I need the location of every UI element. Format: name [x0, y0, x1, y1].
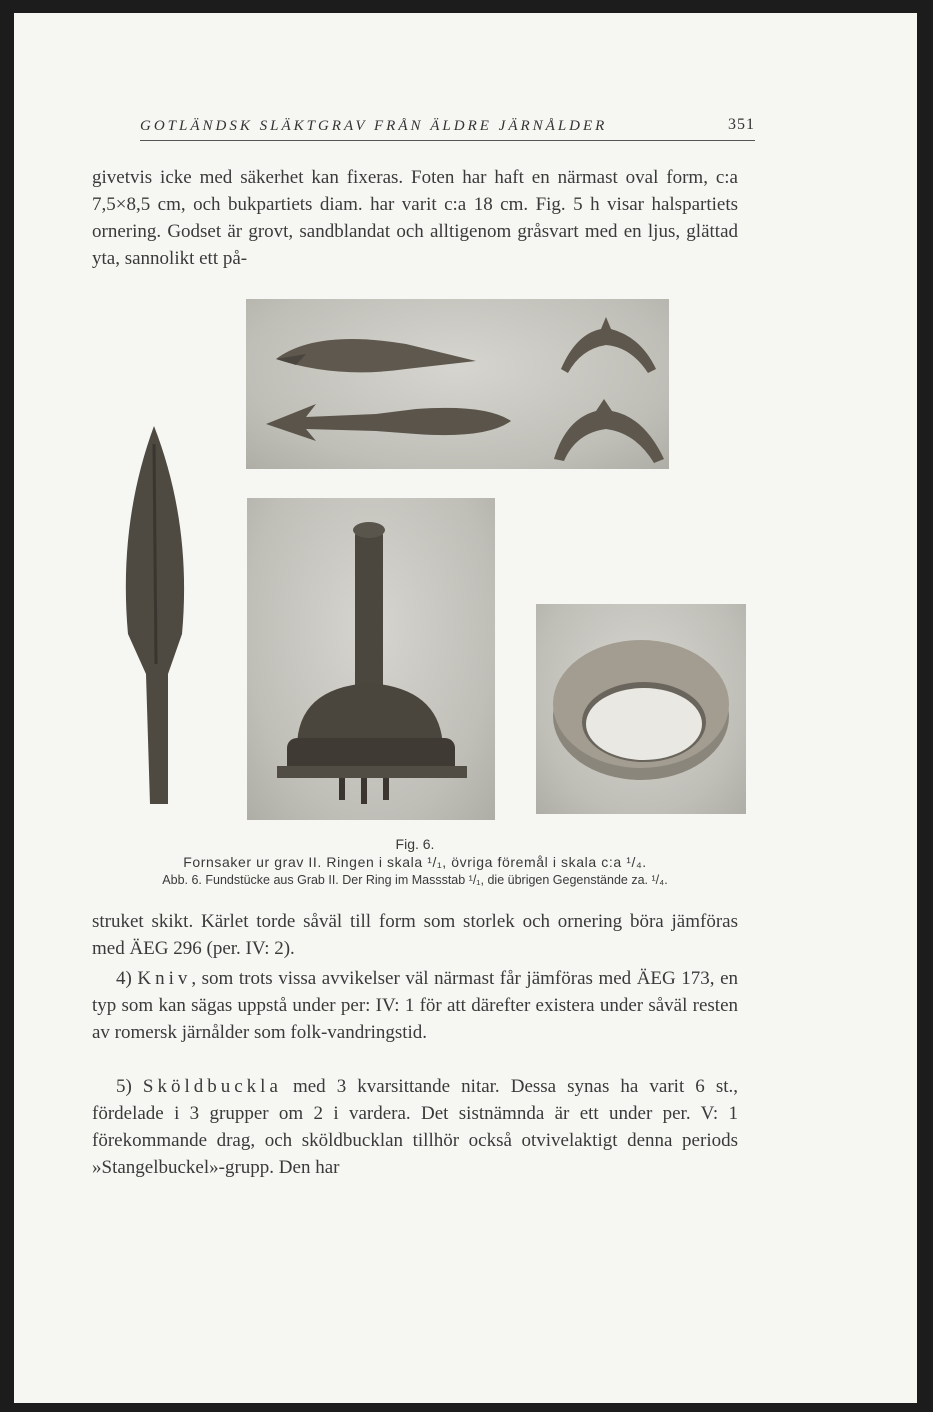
body-paragraph-shield-boss [92, 1073, 738, 1181]
running-header [140, 116, 755, 141]
page-number: 351 [728, 116, 755, 133]
photo-shield-boss [247, 498, 495, 820]
body-paragraph-2: struket skikt. Kärlet torde såväl till form som storlek och ornering böra jämföras med ÄEG 296 (per. IV: 2). [92, 911, 738, 959]
item-text: med 3 kvarsittande nitar. Dessa synas ha varit 6 st., fördelade i 3 grupper om 2 i vardera. Det sistnämnda är ett under per. V: 1 förekommande drag, och sköldbucklan tillhör också otvivelaktigt denna periods »Stangelbuckel»-grupp. Den har [92, 1076, 739, 1178]
figure-caption-german: Abb. 6. Fundstücke aus Grab II. Der Ring im Massstab ¹/₁, die übrigen Gegenstände za. ¹/₄. [162, 873, 668, 887]
item-number: 5) [116, 1076, 143, 1097]
photo-spearhead [98, 404, 224, 822]
item-number: 4) [116, 968, 138, 989]
body-paragraph-1: givetvis icke med säkerhet kan fixeras. Foten har haft en närmast oval form, c:a 7,5×8,5 cm, och bukpartiets diam. har varit c:a 18 cm. Fig. 5 h visar halspartiets ornering. Godset är grovt, sandblandat och alltigenom gråsvart med en ljus, glättad yta, sannolikt ett på- [92, 167, 738, 269]
figure-caption-swedish: Fornsaker ur grav II. Ringen i skala ¹/₁, övriga föremål i skala c:a ¹/₄. [183, 854, 647, 870]
figure-label: Fig. 6. [395, 836, 435, 852]
photo-ring [536, 604, 746, 814]
photo-arrowheads-and-fittings [246, 299, 669, 469]
body-paragraph-knife [92, 965, 738, 1046]
item-term: Kniv [137, 968, 192, 989]
running-title: GOTLÄNDSK SLÄKTGRAV FRÅN ÄLDRE JÄRNÅLDER [140, 118, 608, 134]
item-term: Sköldbuckla [142, 1076, 282, 1097]
item-text: , som trots vissa avvikelser väl närmast får jämföras med ÄEG 173, en typ som kan sägas uppstå under per: IV: 1 för att därefter existera under såväl resten av romersk järnålder som folk-vandringstid. [92, 968, 739, 1043]
